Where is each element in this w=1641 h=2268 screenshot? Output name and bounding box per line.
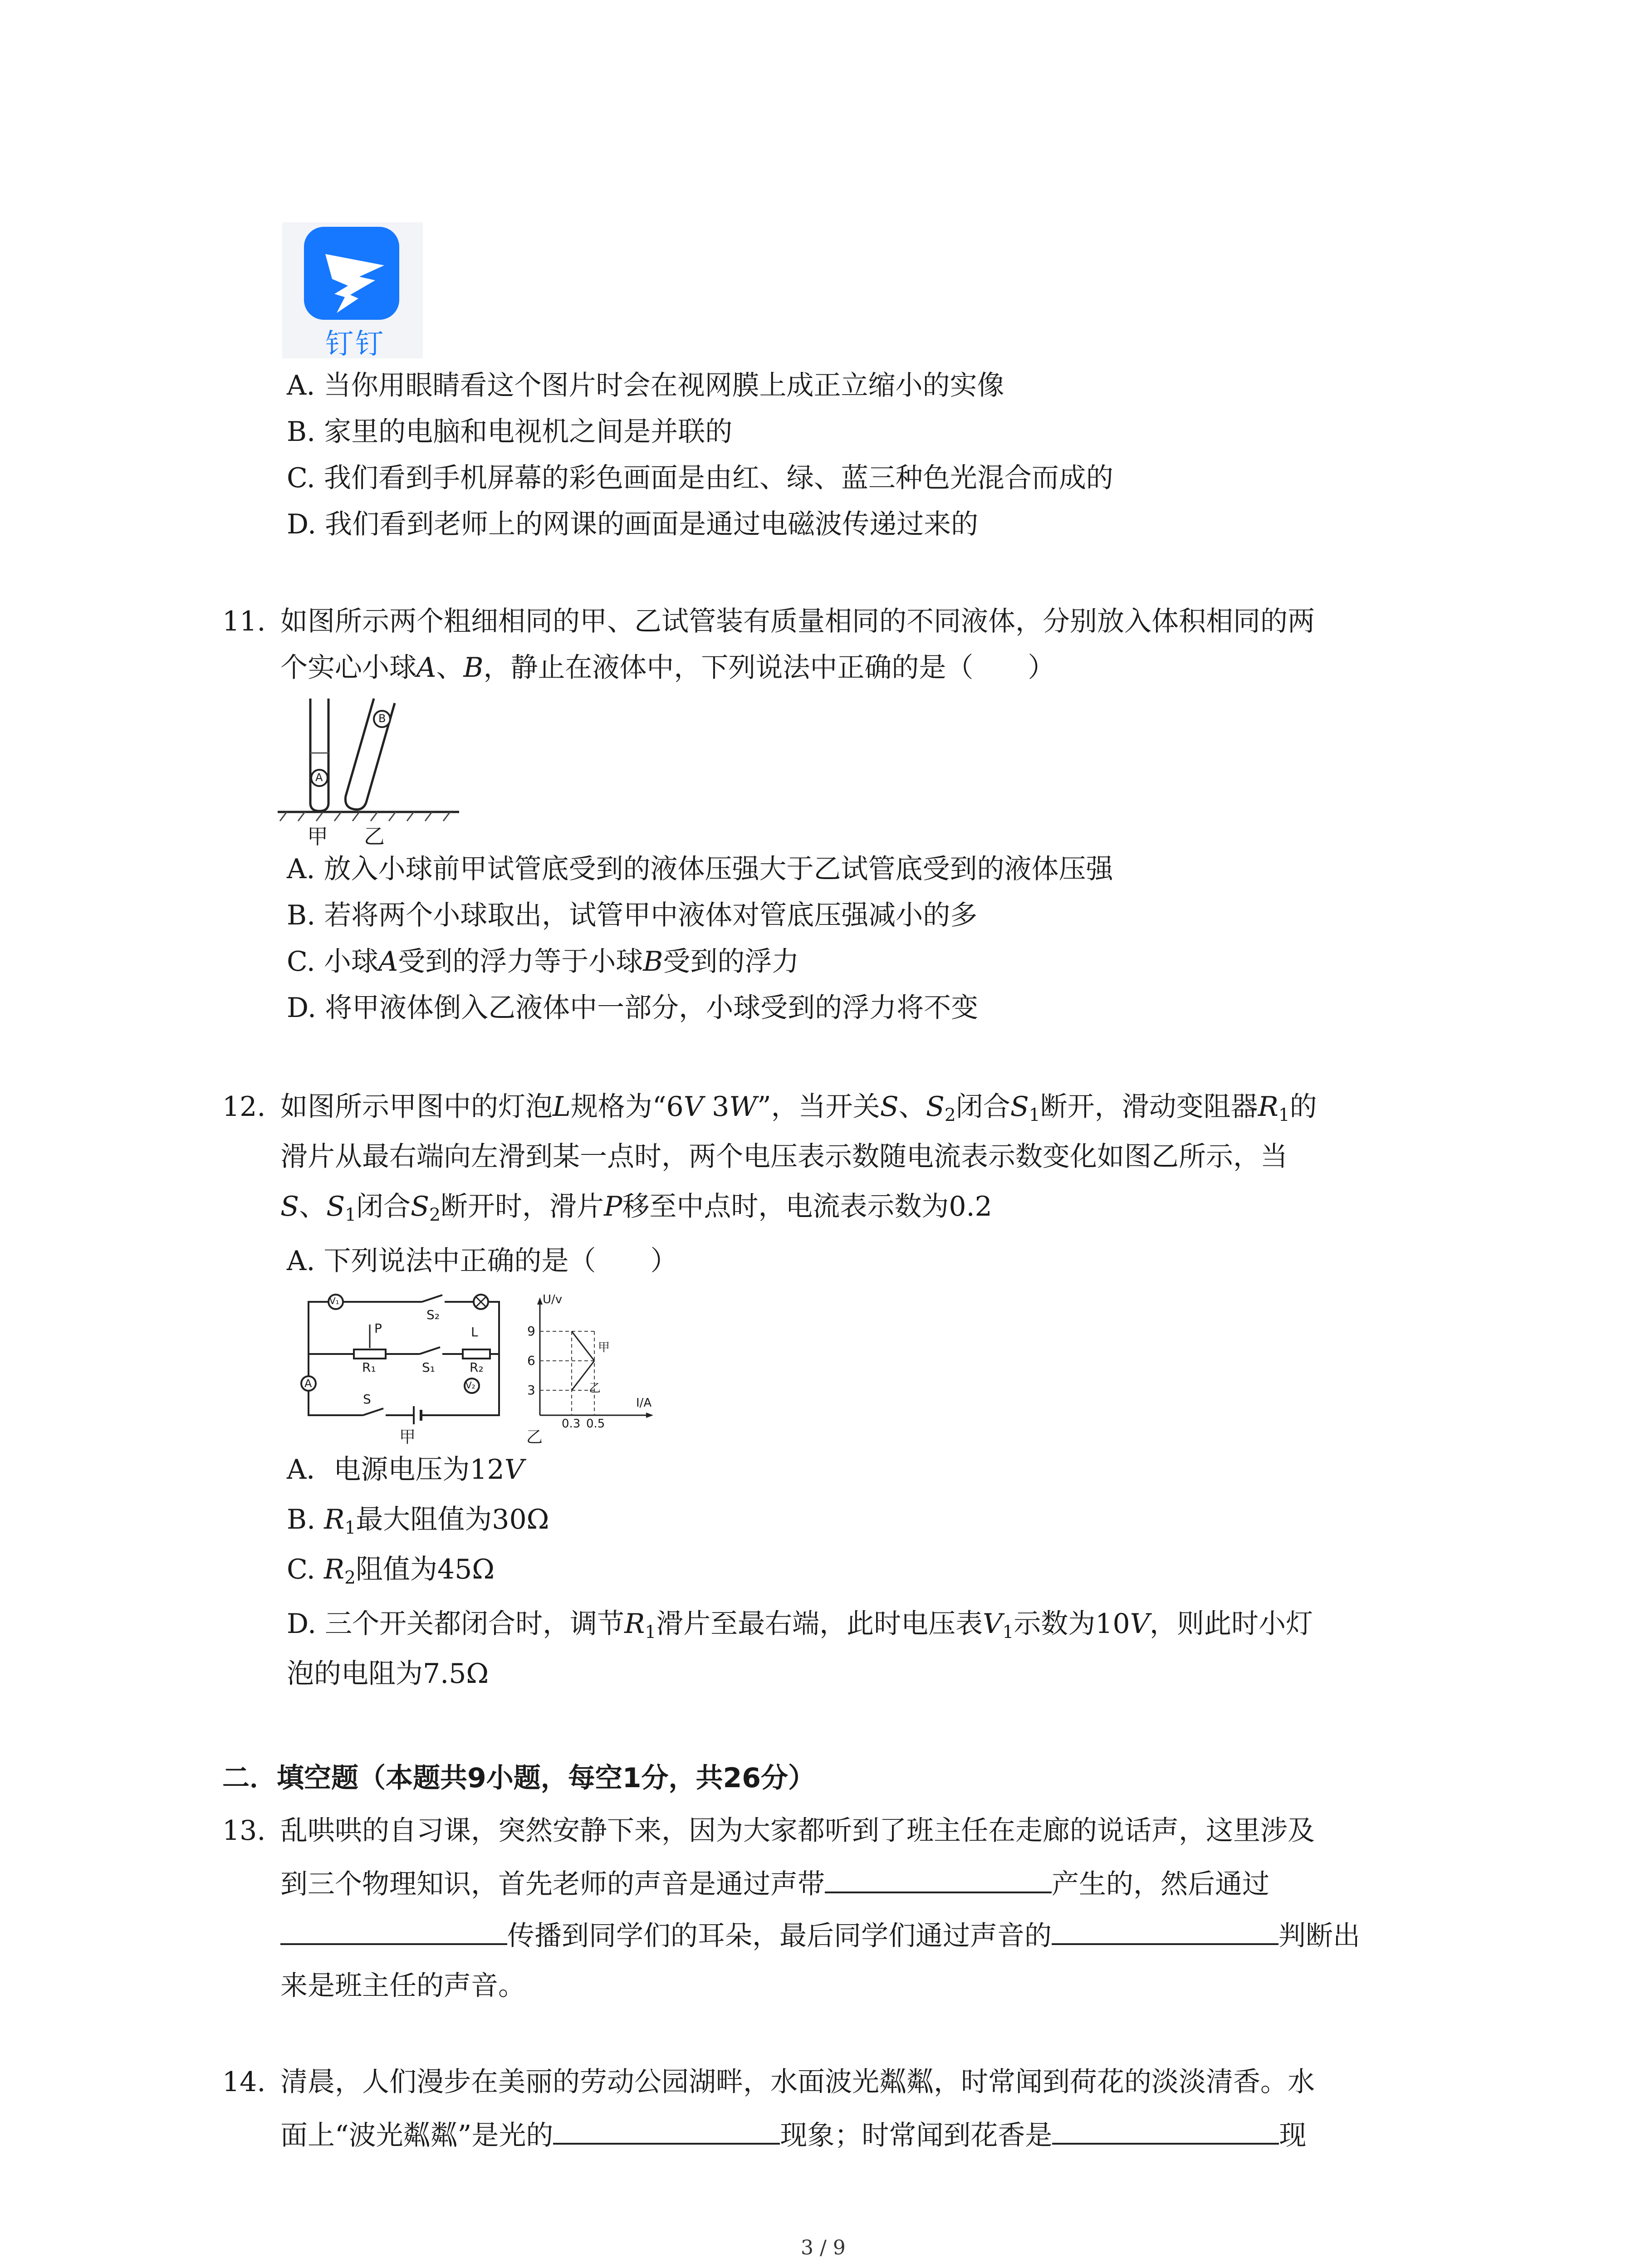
graph-caption-yi: 乙 xyxy=(526,1428,543,1447)
q12-number: 12. xyxy=(222,1091,266,1123)
s-label: S xyxy=(363,1392,371,1407)
graph-series-jia: 甲 xyxy=(598,1341,610,1354)
q13-line1: 乱哄哄的自习课，突然安静下来，因为大家都听到了班主任在走廊的说话声，这里涉及 xyxy=(280,1815,1315,1847)
q10-option-d: D. 我们看到老师上的网课的画面是通过电磁波传递过来的 xyxy=(287,508,979,540)
q13-line3: 传播到同学们的耳朵，最后同学们通过声音的 判断出 xyxy=(280,1916,1360,1954)
q10-option-c: C. 我们看到手机屏幕的彩色画面是由红、绿、蓝三种色光混合而成的 xyxy=(287,462,1113,494)
q11-figure xyxy=(278,694,459,849)
section-2-title: 二．填空题（本题共9小题，每空1分，共26分） xyxy=(222,1762,815,1794)
q11-stem-line2: 个实心小球A、B，静止在液体中，下列说法中正确的是（ ） xyxy=(280,652,1055,684)
q14-blank-1[interactable] xyxy=(553,2116,780,2145)
q11-stem-line1: 如图所示两个粗细相同的甲、乙试管装有质量相同的不同液体，分别放入体积相同的两 xyxy=(280,606,1315,637)
q11-option-b: B. 若将两个小球取出，试管甲中液体对管底压强减小的多 xyxy=(287,899,978,931)
graph-y-axis-label: U/v xyxy=(543,1293,563,1306)
graph-y3: 3 xyxy=(527,1383,535,1398)
q12-stem-line1: 如图所示甲图中的灯泡L规格为“6V 3W”，当开关S、$S_2$闭合$S_1$断开，滑动变阻器$R_1$的 xyxy=(280,1091,1317,1126)
q14-line1: 清晨，人们漫步在美丽的劳动公园湖畔，水面波光粼粼，时常闻到荷花的淡淡清香。水 xyxy=(280,2066,1315,2098)
q13-number: 13. xyxy=(222,1815,266,1847)
ball-a-label: A xyxy=(315,771,323,784)
q10-option-b: B. 家里的电脑和电视机之间是并联的 xyxy=(287,416,733,448)
v2-label: V₂ xyxy=(465,1380,475,1391)
logo-caption: 钉钉 xyxy=(325,327,386,360)
q11-option-d: D. 将甲液体倒入乙液体中一部分，小球受到的浮力将不变 xyxy=(287,992,979,1024)
q12-option-c: C. $R_2$阻值为45Ω xyxy=(287,1554,495,1589)
q13-blank-2[interactable] xyxy=(280,1916,507,1945)
dingtalk-logo xyxy=(282,222,423,358)
s1-label: S₁ xyxy=(422,1360,435,1375)
q14-line2: 面上“波光粼粼”是光的 现象；时常闻到花香是 现 xyxy=(280,2116,1306,2154)
r1-label: R₁ xyxy=(362,1360,376,1375)
q11-option-a: A. 放入小球前甲试管底受到的液体压强大于乙试管底受到的液体压强 xyxy=(287,853,1113,885)
q12-ui-graph xyxy=(517,1293,662,1447)
circuit-jia-label: 甲 xyxy=(399,1428,416,1447)
graph-series-yi: 乙 xyxy=(589,1382,601,1395)
q11-option-c: C. 小球A受到的浮力等于小球B受到的浮力 xyxy=(287,946,799,978)
q10-option-a: A. 当你用眼睛看这个图片时会在视网膜上成正立缩小的实像 xyxy=(287,370,1004,401)
q12-option-b: B. $R_1$最大阻值为30Ω xyxy=(287,1504,549,1539)
ball-b-label: B xyxy=(378,712,386,725)
ammeter-label: A xyxy=(304,1377,312,1390)
graph-x05: 0.5 xyxy=(586,1417,605,1431)
q12-circuit-diagram xyxy=(290,1293,513,1447)
q13-line2: 到三个物理知识，首先老师的声音是通过声带 产生的，然后通过 xyxy=(280,1864,1269,1902)
graph-y6: 6 xyxy=(527,1353,535,1368)
q14-blank-2[interactable] xyxy=(1052,2116,1279,2145)
graph-x-axis-label: I/A xyxy=(636,1396,652,1410)
q13-blank-3[interactable] xyxy=(1052,1916,1279,1945)
q11-number: 11. xyxy=(222,606,266,637)
graph-y9: 9 xyxy=(527,1324,535,1339)
tube-jia-label: 甲 xyxy=(307,824,328,849)
q12-stem-line2: 滑片从最右端向左滑到某一点时，两个电压表示数随电流表示数变化如图乙所示，当 xyxy=(280,1141,1288,1173)
q12-option-d-line2: 泡的电阻为7.5Ω xyxy=(287,1658,489,1690)
l-label: L xyxy=(471,1325,478,1339)
q12-option-d: D. 三个开关都闭合时，调节$R_1$滑片至最右端，此时电压表$V_1$示数为10V，则此时小灯 xyxy=(287,1608,1313,1643)
page-number: 3 / 9 xyxy=(801,2236,846,2259)
q13-blank-1[interactable] xyxy=(825,1864,1052,1893)
tube-yi-label: 乙 xyxy=(364,824,385,849)
graph-x03: 0.3 xyxy=(562,1417,581,1431)
p-label: P xyxy=(374,1321,382,1336)
q12-option-a: A．电源电压为12V xyxy=(287,1454,524,1486)
r2-label: R₂ xyxy=(470,1360,484,1375)
q13-line4: 来是班主任的声音。 xyxy=(280,1970,525,2002)
q14-number: 14. xyxy=(222,2066,266,2098)
q12-stem-line3: S、$S_1$闭合$S_2$断开时，滑片P移至中点时，电流表示数为0.2 xyxy=(280,1191,992,1226)
v1-label: V₁ xyxy=(329,1295,339,1306)
s2-label: S₂ xyxy=(426,1307,440,1322)
q12-stem-line4: A. 下列说法中正确的是（ ） xyxy=(287,1245,678,1277)
